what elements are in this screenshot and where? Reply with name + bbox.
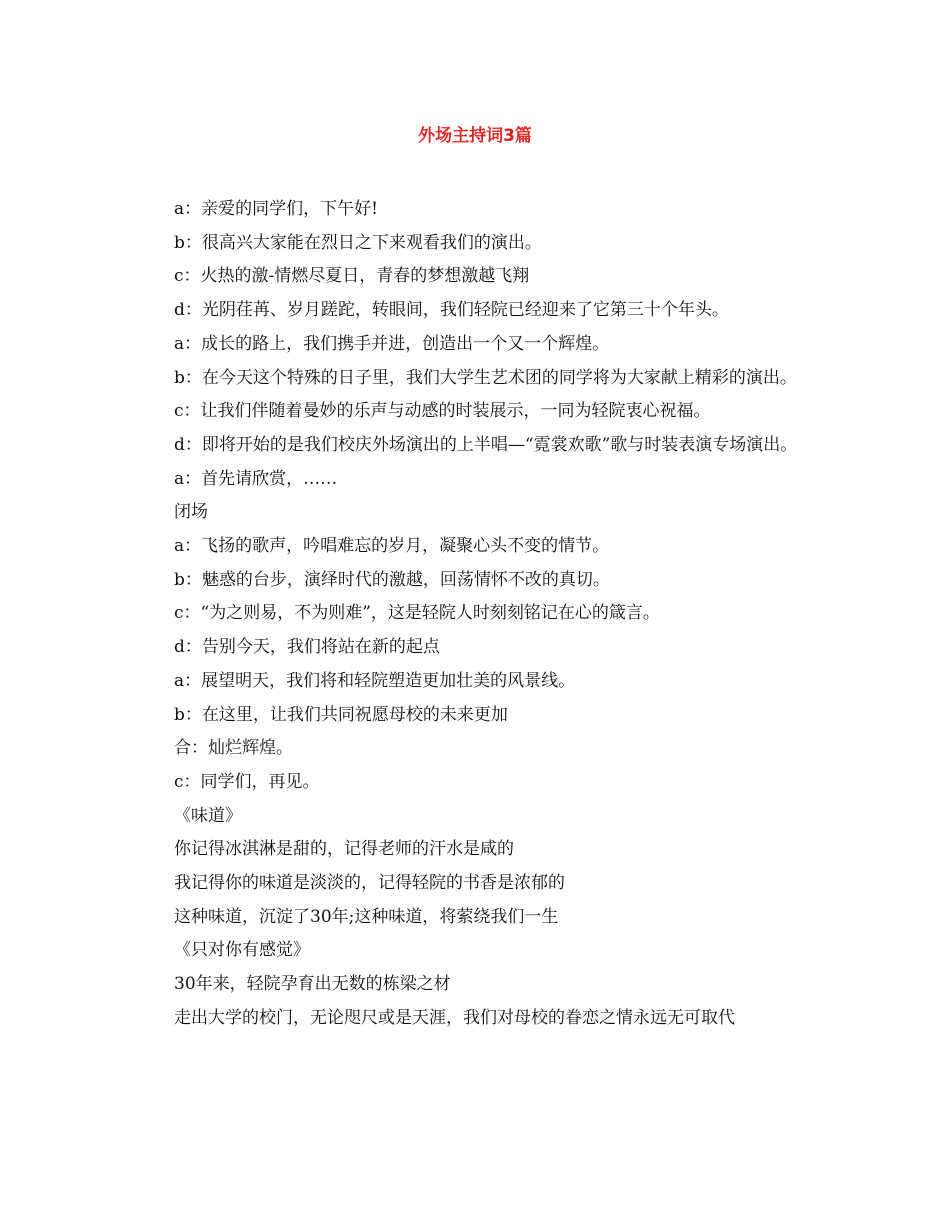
paragraph: 这种味道，沉淀了30年;这种味道，将萦绕我们一生 [174, 906, 559, 927]
paragraph: c：火热的激-情燃尽夏日，青春的梦想激越飞翔 [174, 266, 530, 287]
paragraph: c：同学们，再见。 [174, 771, 320, 792]
paragraph: 走出大学的校门，无论咫尺或是天涯，我们对母校的眷恋之情永远无可取代 [174, 1007, 735, 1028]
paragraph: 30年来，轻院孕育出无数的栋梁之材 [174, 974, 451, 995]
section-heading: 闭场 [174, 502, 208, 523]
paragraph: a：展望明天，我们将和轻院塑造更加壮美的风景线。 [174, 670, 576, 691]
paragraph: b：在这里，让我们共同祝愿母校的未来更加 [174, 704, 508, 725]
paragraph: d：即将开始的是我们校庆外场演出的上半唱—“霓裳欢歌”歌与时装表演专场演出。 [174, 434, 798, 455]
paragraph: a：亲爱的同学们，下午好! [174, 199, 378, 219]
paragraph: 合：灿烂辉煌。 [174, 738, 293, 759]
document-title: 外场主持词3篇 [418, 126, 532, 146]
paragraph: d：光阴荏苒、岁月蹉跎，转眼间，我们轻院已经迎来了它第三十个年头。 [174, 300, 729, 321]
paragraph: a：飞扬的歌声，吟唱难忘的岁月，凝聚心头不变的情节。 [174, 536, 610, 557]
section-heading: 《只对你有感觉》 [174, 940, 310, 961]
paragraph: c：让我们伴随着曼妙的乐声与动感的时装展示，一同为轻院衷心祝福。 [174, 401, 711, 422]
document-body [140, 193, 820, 1036]
paragraph: c：“为之则易，不为则难”，这是轻院人时刻刻铭记在心的箴言。 [174, 603, 660, 624]
paragraph: a：成长的路上，我们携手并进，创造出一个又一个辉煌。 [174, 333, 610, 354]
paragraph: d：告别今天，我们将站在新的起点 [174, 637, 440, 658]
paragraph: a：首先请欣赏，…… [174, 468, 338, 489]
paragraph: 你记得冰淇淋是甜的，记得老师的汗水是咸的 [174, 839, 514, 860]
paragraph: 我记得你的味道是淡淡的，记得轻院的书香是浓郁的 [174, 873, 565, 894]
paragraph: b：魅惑的台步，演绎时代的激越，回荡情怀不改的真切。 [174, 569, 610, 590]
paragraph: b：很高兴大家能在烈日之下来观看我们的演出。 [174, 232, 542, 253]
paragraph: b：在今天这个特殊的日子里，我们大学生艺术团的同学将为大家献上精彩的演出。 [174, 367, 797, 388]
section-heading: 《味道》 [174, 805, 242, 826]
